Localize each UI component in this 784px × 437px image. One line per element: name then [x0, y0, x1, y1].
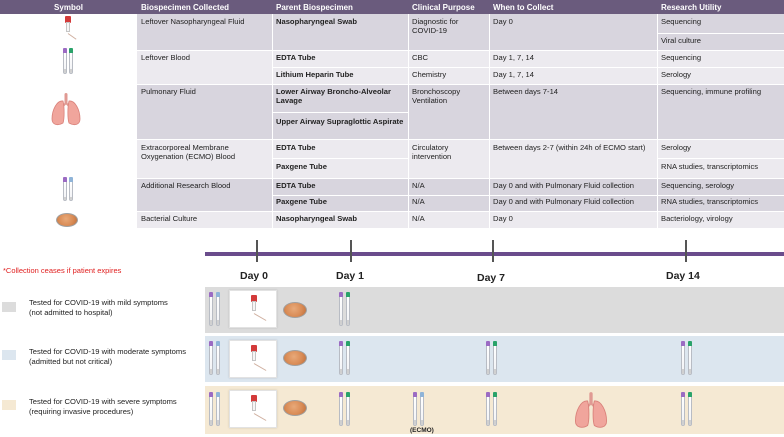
- tube-icon: [216, 296, 220, 326]
- row4-collected: Extracorporeal Membrane Oxygenation (ECMO) Blood: [141, 143, 236, 161]
- header-parent: Parent Biospecimen: [272, 0, 408, 14]
- row5-utility-a: Sequencing, serology: [661, 181, 735, 190]
- petri-dish-icon: [283, 350, 307, 366]
- ecmo-label: (ECMO): [410, 427, 434, 434]
- row4-parent-b: Paxgene Tube: [276, 162, 327, 171]
- row5-collected: Additional Research Blood: [141, 181, 231, 190]
- row1-utility-b: Viral culture: [661, 36, 701, 45]
- tube-icon: [216, 345, 220, 375]
- timeline-bar: [205, 252, 784, 256]
- grid-line: [137, 50, 784, 51]
- row4-when: Between days 2-7 (within 24h of ECMO start): [493, 143, 646, 152]
- petri-dish-icon: [283, 400, 307, 416]
- day-label: Day 7: [477, 272, 506, 284]
- grid-line: [657, 158, 784, 159]
- row5-purpose-b: N/A: [412, 197, 425, 206]
- row5-parent-a: EDTA Tube: [276, 181, 316, 190]
- severe-label: Tested for COVID-19 with severe symptoms (requiring invasive procedures): [29, 397, 177, 416]
- tube-icon: [346, 345, 350, 375]
- row6-collected: Bacterial Culture: [141, 214, 198, 223]
- swab-icon: [229, 390, 277, 428]
- tube-icon: [413, 396, 417, 426]
- row2-when-b: Day 1, 7, 14: [493, 70, 534, 79]
- row1-parent: Nasopharyngeal Swab: [276, 17, 358, 26]
- tube-icon: [493, 345, 497, 375]
- row2-purpose-a: CBC: [412, 53, 429, 62]
- tube-icon: [209, 296, 213, 326]
- grid-line: [272, 158, 408, 159]
- petri-dish-icon: [56, 213, 78, 227]
- row6-when: Day 0: [493, 214, 513, 223]
- tube-icon: [681, 396, 685, 426]
- tube-icon: [346, 296, 350, 326]
- tube-icon: [339, 396, 343, 426]
- row5-utility-b: RNA studies, transcriptomics: [661, 197, 759, 206]
- grid-line: [272, 67, 784, 68]
- day-label: Day 14: [666, 270, 700, 282]
- grid-line: [137, 139, 784, 140]
- tick-day-0: [256, 240, 258, 262]
- tube-icon: [688, 396, 692, 426]
- row3-collected: Pulmonary Fluid: [141, 87, 196, 96]
- row3-utility: Sequencing, immune profiling: [661, 87, 762, 96]
- tick-day-7: [492, 240, 494, 262]
- row1-when: Day 0: [493, 17, 513, 26]
- grid-line: [137, 211, 784, 212]
- row2-parent-b: Lithium Heparin Tube: [276, 70, 354, 79]
- row5-purpose-a: N/A: [412, 181, 425, 190]
- header-when: When to Collect: [489, 0, 657, 14]
- row4-parent-a: EDTA Tube: [276, 143, 316, 152]
- row4-purpose: Circulatory intervention: [412, 143, 452, 161]
- row3-purpose: Bronchoscopy Ventilation: [412, 87, 461, 105]
- grid-line: [137, 84, 784, 85]
- tube-icon: [493, 396, 497, 426]
- tube-icon: [216, 396, 220, 426]
- header-biospecimen: Biospecimen Collected: [137, 0, 272, 14]
- row4-utility-b: RNA studies, transcriptomics: [661, 162, 759, 171]
- tube-icon: [339, 345, 343, 375]
- grid-line: [272, 112, 408, 113]
- header-utility: Research Utility: [657, 0, 784, 14]
- tube-icon: [681, 345, 685, 375]
- row2-purpose-b: Chemistry: [412, 70, 447, 79]
- header-symbol: Symbol: [0, 0, 137, 14]
- row6-utility: Bacteriology, virology: [661, 214, 733, 223]
- moderate-swatch: [2, 350, 16, 360]
- row3-parent-b: Upper Airway Supraglottic Aspirate: [276, 117, 404, 126]
- grid-line: [272, 195, 784, 196]
- mild-label: Tested for COVID-19 with mild symptoms (not admitted to hospital): [29, 298, 168, 317]
- moderate-label: Tested for COVID-19 with moderate symptoms (admitted but not critical): [29, 347, 186, 366]
- collection-note: *Collection ceases if patient expires: [3, 266, 122, 275]
- mild-swatch: [2, 302, 16, 312]
- tube-icon: [339, 296, 343, 326]
- row2-utility-b: Serology: [661, 70, 691, 79]
- swab-icon: [229, 340, 277, 378]
- row2-when-a: Day 1, 7, 14: [493, 53, 534, 62]
- grid-line: [657, 33, 784, 34]
- tube-icon: [209, 345, 213, 375]
- row1-purpose: Diagnostic for COVID-19: [412, 17, 459, 35]
- row5-when-a: Day 0 and with Pulmonary Fluid collection: [493, 181, 634, 190]
- row1-collected: Leftover Nasopharyngeal Fluid: [141, 17, 245, 26]
- row3-when: Between days 7-14: [493, 87, 559, 96]
- row1-utility-a: Sequencing: [661, 17, 702, 26]
- row5-parent-b: Paxgene Tube: [276, 197, 327, 206]
- tube-icon: [209, 396, 213, 426]
- row2-utility-a: Sequencing: [661, 53, 702, 62]
- tube-icon: [420, 396, 424, 426]
- severe-swatch: [2, 400, 16, 410]
- swab-icon: [229, 290, 277, 328]
- grid-line: [137, 178, 784, 179]
- row3-parent-a: Lower Airway Broncho-Alveolar Lavage: [276, 87, 391, 105]
- row6-purpose: N/A: [412, 214, 425, 223]
- tick-day-1: [350, 240, 352, 262]
- tube-icon: [346, 396, 350, 426]
- row6-parent: Nasopharyngeal Swab: [276, 214, 358, 223]
- tick-day-14: [685, 240, 687, 262]
- day-label: Day 1: [336, 270, 365, 282]
- tube-icon: [486, 396, 490, 426]
- tube-icon: [486, 345, 490, 375]
- tube-icon: [688, 345, 692, 375]
- lung-icon: [572, 391, 610, 431]
- day-label: Day 0: [240, 270, 269, 282]
- row4-utility-a: Serology: [661, 143, 691, 152]
- row5-when-b: Day 0 and with Pulmonary Fluid collection: [493, 197, 634, 206]
- row2-parent-a: EDTA Tube: [276, 53, 316, 62]
- lung-icon: [50, 92, 82, 128]
- row2-collected: Leftover Blood: [141, 53, 190, 62]
- petri-dish-icon: [283, 302, 307, 318]
- header-purpose: Clinical Purpose: [408, 0, 489, 14]
